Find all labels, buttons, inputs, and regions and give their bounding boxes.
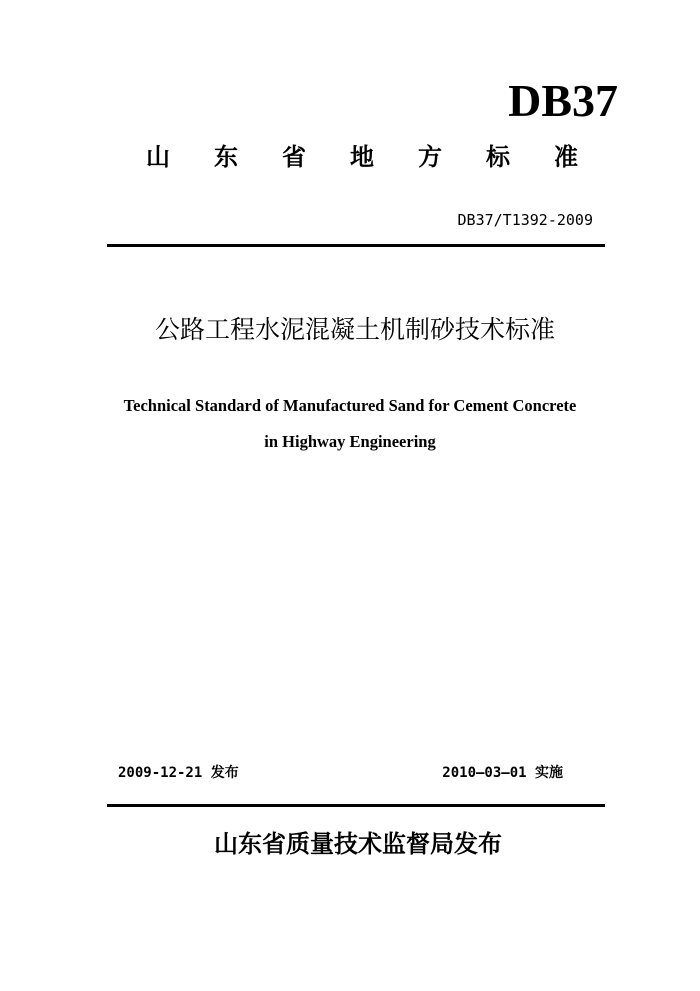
standard-type-heading xyxy=(138,143,586,171)
publisher: 山东省质量技术监督局发布 xyxy=(214,830,502,858)
standard-type-char: 标 xyxy=(486,143,510,171)
bottom-divider xyxy=(107,804,605,807)
standard-type-char: 东 xyxy=(214,143,238,171)
standard-type-char: 山 xyxy=(146,143,170,171)
standard-code-large: DB37 xyxy=(508,75,618,126)
top-divider xyxy=(107,244,605,247)
title-english-line1: Technical Standard of Manufactured Sand for Cement Concrete xyxy=(123,396,577,415)
standard-type-char: 省 xyxy=(282,143,306,171)
implementation-date: 2010—03—01 实施 xyxy=(442,765,563,781)
standard-type-char: 地 xyxy=(350,143,374,171)
standard-type-char: 方 xyxy=(418,143,442,171)
standard-number: DB37/T1392-2009 xyxy=(457,211,593,229)
title-english-line2: in Highway Engineering xyxy=(264,432,436,451)
issue-date: 2009-12-21 发布 xyxy=(118,765,239,781)
standard-type-char: 准 xyxy=(554,143,578,171)
title-chinese: 公路工程水泥混凝土机制砂技术标准 xyxy=(154,315,555,344)
